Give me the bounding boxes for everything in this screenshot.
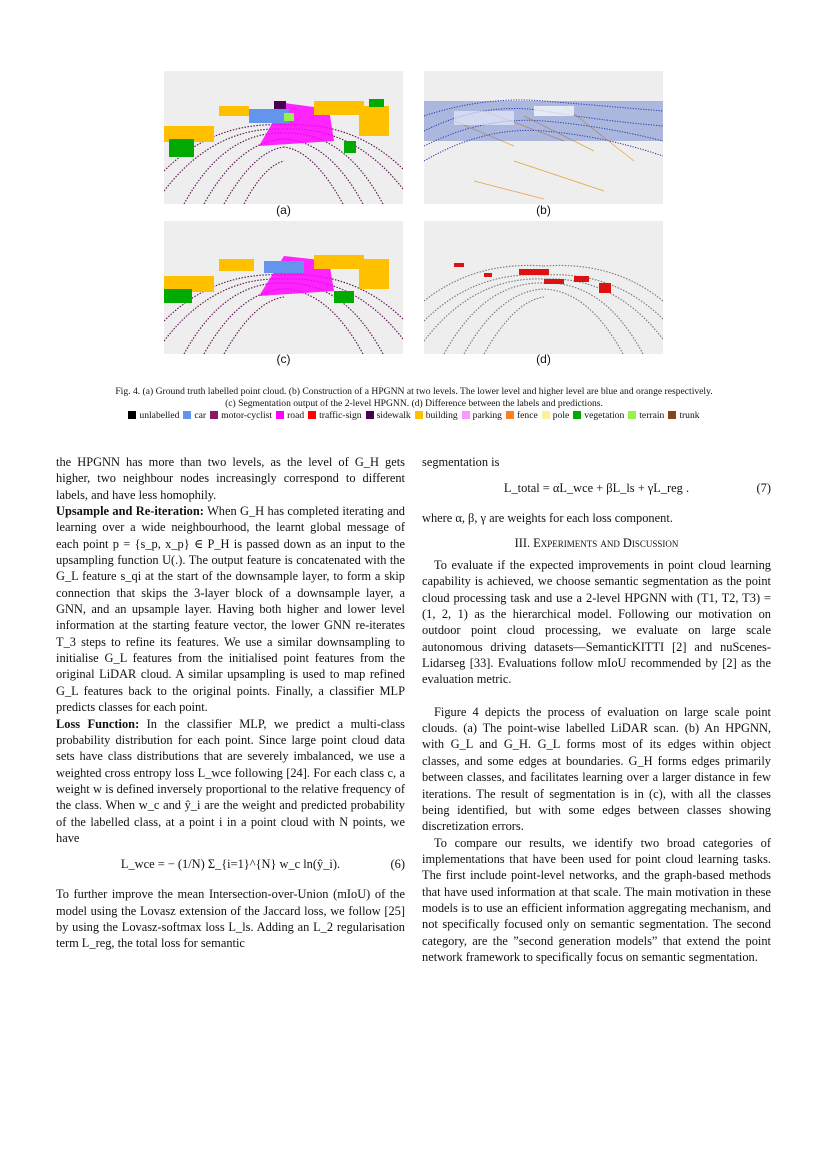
figure-panel-label-d: (d) (536, 352, 551, 366)
legend-label: unlabelled (139, 410, 180, 421)
loss-text: In the classifier MLP, we predict a multi-class probability distribution for each point. Since large point cloud data sets have class distributions that are severely imbalanced, we use a weighted cross entropy loss L_wce following [24]. For each class c, a weight w is defined inversely proportional to the relative frequency of the class. When w_c and ŷ_i are the weight and predicted probability of the labelled class, at a point i in a point cloud with N points, we have (56, 716, 405, 845)
equation-7 (422, 480, 771, 500)
legend-item-fence (506, 410, 538, 422)
legend-swatch (542, 411, 550, 419)
equation-6-body: L_wce = − (1/N) Σ_{i=1}^{N} w_c ln(ŷ_i). (120, 857, 341, 872)
figure-caption (56, 386, 772, 410)
equation-7-body: L_total = αL_wce + βL_ls + γL_reg . (503, 481, 690, 496)
legend-item-terrain (628, 410, 664, 422)
legend-swatch (668, 411, 676, 419)
legend-label: sidewalk (376, 410, 411, 421)
right-paragraph-4: Figure 4 depicts the process of evaluation on large scale point clouds. (a) The point-wise labelled LiDAR scan. (b) An HPGNN, with G_L and G_H. G_L forms most of its edges within object classes, and some edges at boundaries. G_H forms edges primarily between classes, and facilitates learning over a larger distance in few iterations. The result of segmentation is in (c), with all the classes being identified, but with some edges between classes showing discretization errors. (422, 704, 771, 834)
point-cloud-segmentation-output (164, 221, 403, 354)
figure-panel-label-c: (c) (276, 352, 291, 366)
caption-line-2: (c) Segmentation output of the 2-level HPGNN. (d) Difference between the labels and predictions. (225, 398, 603, 409)
legend-item-unlabelled (128, 410, 179, 422)
legend-swatch (128, 411, 136, 419)
figure-panel-d (424, 221, 663, 354)
right-column (422, 454, 771, 965)
equation-6-number: (6) (390, 857, 405, 872)
equation-6 (56, 856, 405, 876)
right-paragraph-2: where α, β, γ are weights for each loss component. (422, 511, 673, 526)
legend-swatch (506, 411, 514, 419)
legend-swatch (573, 411, 581, 419)
class-legend (56, 410, 772, 422)
legend-label: building (425, 410, 458, 421)
figure-panel-b (424, 71, 663, 204)
legend-swatch (628, 411, 636, 419)
legend-item-pole (542, 410, 570, 422)
figure-panel-a (164, 71, 403, 204)
point-cloud-graph-levels (424, 71, 663, 204)
right-paragraph-1: segmentation is (422, 455, 500, 469)
legend-item-building (415, 410, 458, 422)
point-cloud-ground-truth (164, 71, 403, 204)
legend-label: motor-cyclist (221, 410, 273, 421)
legend-swatch (183, 411, 191, 419)
legend-item-vegetation (573, 410, 624, 422)
equation-7-number: (7) (756, 481, 771, 496)
figure-panel-c (164, 221, 403, 354)
legend-label: vegetation (584, 410, 625, 421)
left-paragraph-1: the HPGNN has more than two levels, as the level of G_H gets higher, two neighbour nodes increasingly correspond to different labels, and have less homophily. (56, 455, 405, 502)
left-column (56, 454, 405, 952)
legend-label: road (287, 410, 305, 421)
legend-item-road (276, 410, 304, 422)
legend-label: pole (552, 410, 570, 421)
legend-label: trunk (679, 410, 700, 421)
caption-line-1: Fig. 4. (a) Ground truth labelled point cloud. (b) Construction of a HPGNN at two levels. The lower level and higher level are blue and orange respectively. (115, 386, 713, 397)
loss-heading: Loss Function: (56, 716, 140, 731)
left-paragraph-2 (56, 503, 405, 715)
figure-panel-label-b: (b) (536, 203, 551, 217)
legend-swatch (462, 411, 470, 419)
legend-label: car (194, 410, 207, 421)
legend-swatch (276, 411, 284, 419)
legend-swatch (210, 411, 218, 419)
point-cloud-difference (424, 221, 663, 354)
legend-label: traffic-sign (319, 410, 362, 421)
right-paragraph-3: To evaluate if the expected improvements in point cloud learning capability is achieved, we choose semantic segmentation as the point cloud processing task and use a 2-level HPGNN with (T1, T2, T3) = (1, 2, 1) as the hierarchical model. Following our motivation on outdoor point cloud processing, we evaluate on large scale autonomous driving datasets—SemanticKITTI [2] and nuScenes-Lidarseg [33]. Evaluations follow mIoU recommended by [2] as the evaluation metric. (422, 558, 771, 687)
legend-item-car (183, 410, 206, 422)
left-paragraph-3 (56, 716, 405, 847)
right-paragraph-5: To compare our results, we identify two broad categories of implementations that have been used for point cloud learning tasks. The first include point-level networks, and the graph-based methods that have used information at that scale. The main motivation in these models is to use an efficient information aggregating mechanism, and not specifically focused only on semantic segmentation. The second category, are the ”second generation models” that extend the point network framework to specifically focus on semantic segmentation. (422, 835, 771, 964)
legend-swatch (308, 411, 316, 419)
legend-label: fence (516, 410, 538, 421)
legend-item-parking (462, 410, 502, 422)
legend-swatch (366, 411, 374, 419)
left-paragraph-4: To further improve the mean Intersection-over-Union (mIoU) of the model using the Lovasz extension of the Jaccard loss, we follow [25] by using the Lovasz-softmax loss L_ls. Adding an L_2 regularisation term L_reg, the total loss for semantic (56, 887, 405, 951)
figure-panel-label-a: (a) (276, 203, 291, 217)
legend-item-sidewalk (366, 410, 411, 422)
legend-item-traffic-sign (308, 410, 361, 422)
section-heading: III. Experiments and Discussion (514, 535, 679, 550)
legend-item-motor-cyclist (210, 410, 272, 422)
legend-item-trunk (668, 410, 699, 422)
legend-swatch (415, 411, 423, 419)
upsample-heading: Upsample and Re-iteration: (56, 504, 204, 519)
upsample-text: When G_H has completed iterating and learning over a wide neighbourhood, the learnt global message of each point p = {s_p, x_p} ∈ P_H is passed down as an input to the upsampling function U(.). The output feature is concatenated with the G_L feature s_qi at the start of the downsample layer, to form a skip connection that skips the 3-layer block of a downsample layer, a GNN, and an upsample layer. Having both higher and lower level information at the starting feature vector, the lower GNN re-iterates T_3 steps to refine its features. We use a similar downsampling to initialise G_L features from the initialised point features from the original LiDAR cloud. A similar upsampling is used to map refined G_L features back to the original points. Finally, a classifier MLP predicts classes for each point. (56, 504, 405, 715)
legend-label: parking (472, 410, 502, 421)
legend-label: terrain (639, 410, 665, 421)
